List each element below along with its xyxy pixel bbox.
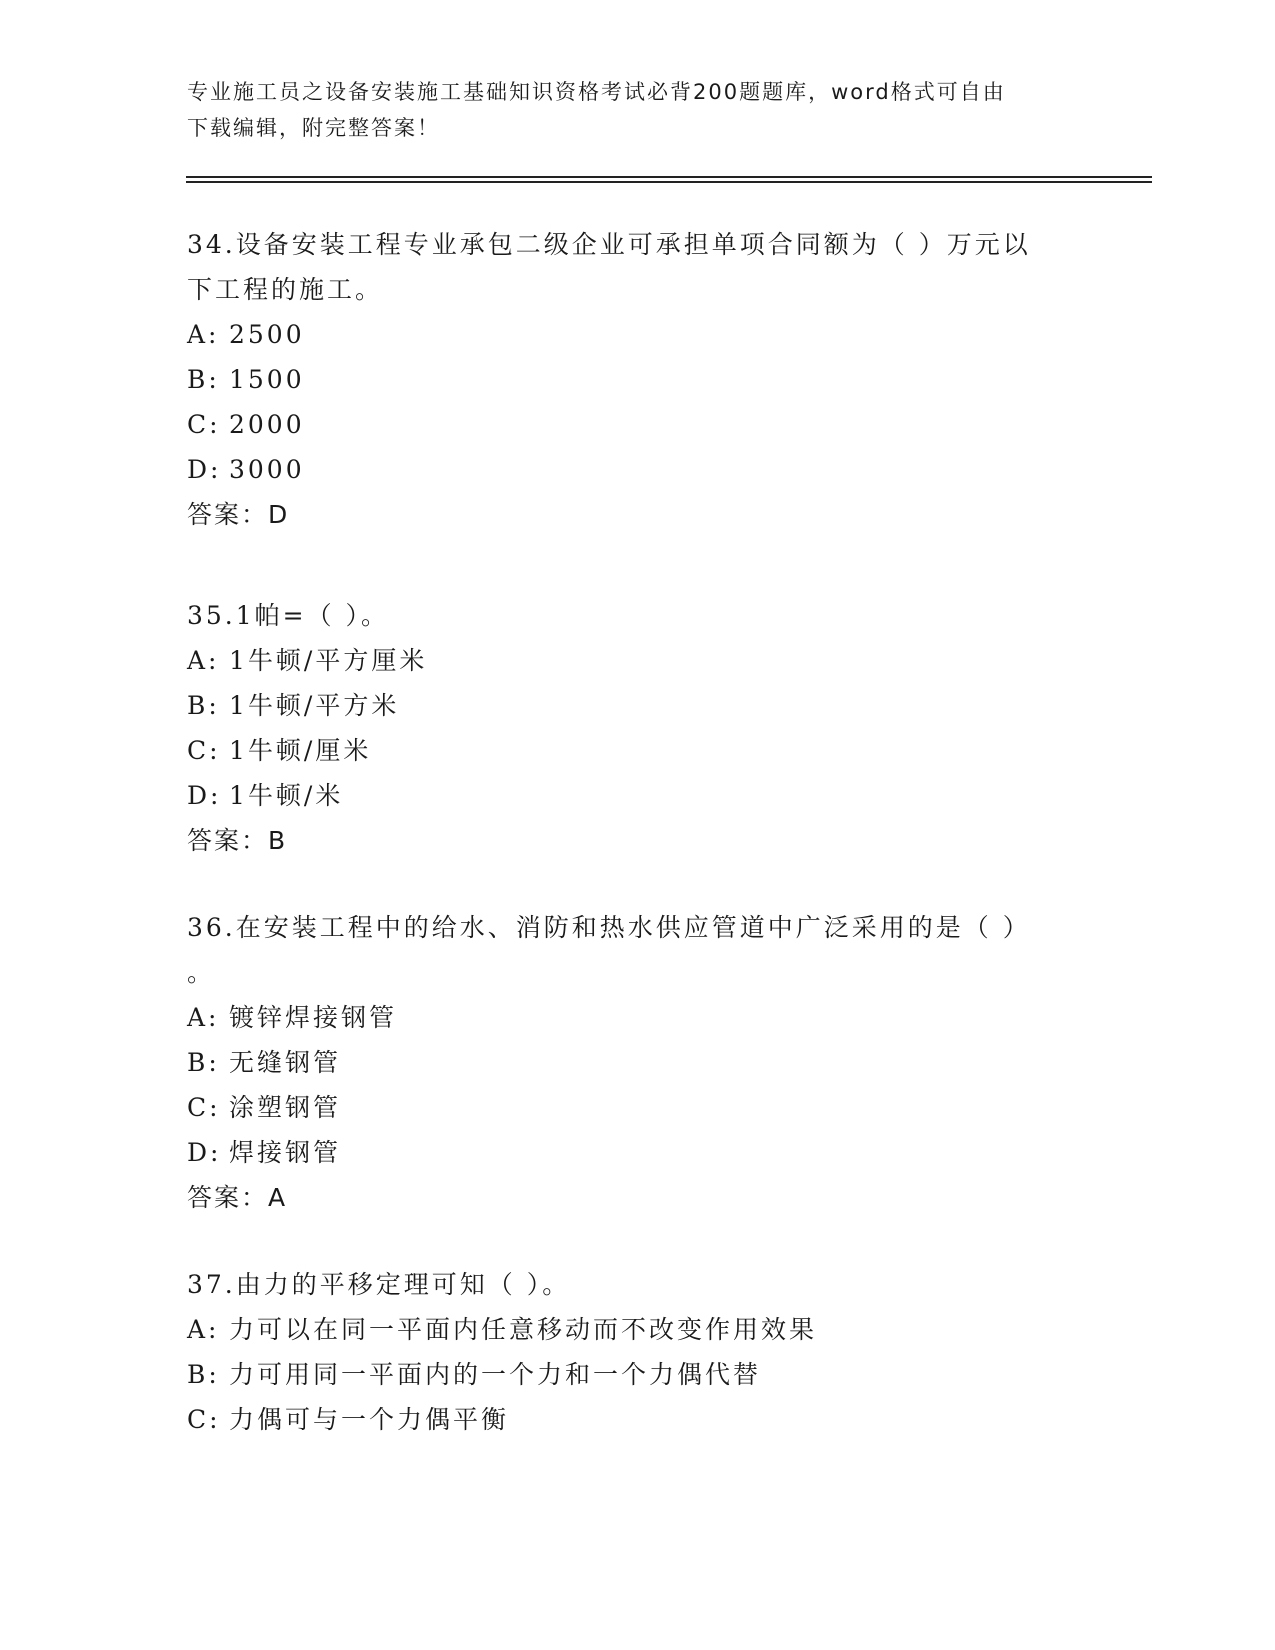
option-key: B:: [187, 1360, 220, 1389]
option-text: 力偶可与一个力偶平衡: [229, 1405, 510, 1434]
option-key: C:: [187, 736, 221, 765]
option-key: C:: [187, 1405, 221, 1434]
question-34: [187, 222, 1067, 537]
option-key: C:: [187, 410, 221, 439]
option-text: 2500: [229, 320, 305, 349]
option-b: [187, 357, 1067, 402]
option-d: [187, 447, 1067, 492]
option-b: [187, 1040, 1067, 1085]
option-c: [187, 728, 1067, 773]
option-a: [187, 1307, 1067, 1352]
option-key: B:: [187, 365, 220, 394]
option-key: C:: [187, 1093, 221, 1122]
option-key: D:: [187, 781, 222, 810]
option-text: 涂塑钢管: [229, 1093, 342, 1122]
header-line-1: 专业施工员之设备安装施工基础知识资格考试必背200题题库，word格式可自由: [187, 80, 1006, 104]
option-text: 1牛顿/厘米: [229, 736, 372, 765]
option-text: 1牛顿/平方厘米: [229, 646, 428, 675]
question-35: [187, 593, 1067, 863]
option-text: 力可用同一平面内的一个力和一个力偶代替: [229, 1360, 762, 1389]
question-stem-continued: 。: [187, 958, 216, 987]
option-key: B:: [187, 1048, 220, 1077]
option-d: [187, 1130, 1067, 1175]
option-a: [187, 995, 1067, 1040]
question-stem: 34.设备安装工程专业承包二级企业可承担单项合同额为（ ）万元以: [187, 230, 1031, 259]
option-key: B:: [187, 691, 220, 720]
option-c: [187, 1085, 1067, 1130]
answer-line: 答案：A: [187, 1183, 288, 1212]
option-key: A:: [187, 1003, 220, 1032]
option-key: A:: [187, 1315, 220, 1344]
option-text: 力可以在同一平面内任意移动而不改变作用效果: [229, 1315, 818, 1344]
option-key: A:: [187, 320, 220, 349]
option-key: D:: [187, 455, 222, 484]
option-b: [187, 683, 1067, 728]
option-text: 镀锌焊接钢管: [229, 1003, 398, 1032]
option-text: 无缝钢管: [229, 1048, 342, 1077]
question-stem-continued: 下工程的施工。: [187, 275, 384, 304]
option-key: D:: [187, 1138, 222, 1167]
option-a: [187, 312, 1067, 357]
option-d: [187, 773, 1067, 818]
option-c: [187, 1397, 1067, 1442]
option-text: 1500: [229, 365, 305, 394]
option-text: 1牛顿/平方米: [229, 691, 400, 720]
question-37: [187, 1262, 1067, 1442]
answer-line: 答案：D: [187, 500, 290, 529]
header-line-2: 下载编辑，附完整答案！: [187, 116, 440, 140]
question-stem: 35.1帕=（ ）。: [187, 601, 390, 630]
question-36: [187, 905, 1067, 1220]
option-key: A:: [187, 646, 220, 675]
answer-line: 答案：B: [187, 826, 288, 855]
option-text: 2000: [229, 410, 305, 439]
option-text: 1牛顿/米: [229, 781, 344, 810]
option-c: [187, 402, 1067, 447]
question-stem: 36.在安装工程中的给水、消防和热水供应管道中广泛采用的是（ ）: [187, 913, 1031, 942]
header-divider-top: [186, 176, 1152, 178]
option-text: 3000: [229, 455, 305, 484]
option-a: [187, 638, 1067, 683]
option-b: [187, 1352, 1067, 1397]
option-text: 焊接钢管: [229, 1138, 342, 1167]
header-divider-bottom: [186, 181, 1152, 183]
question-stem: 37.由力的平移定理可知（ ）。: [187, 1270, 571, 1299]
document-header: [187, 74, 1067, 146]
